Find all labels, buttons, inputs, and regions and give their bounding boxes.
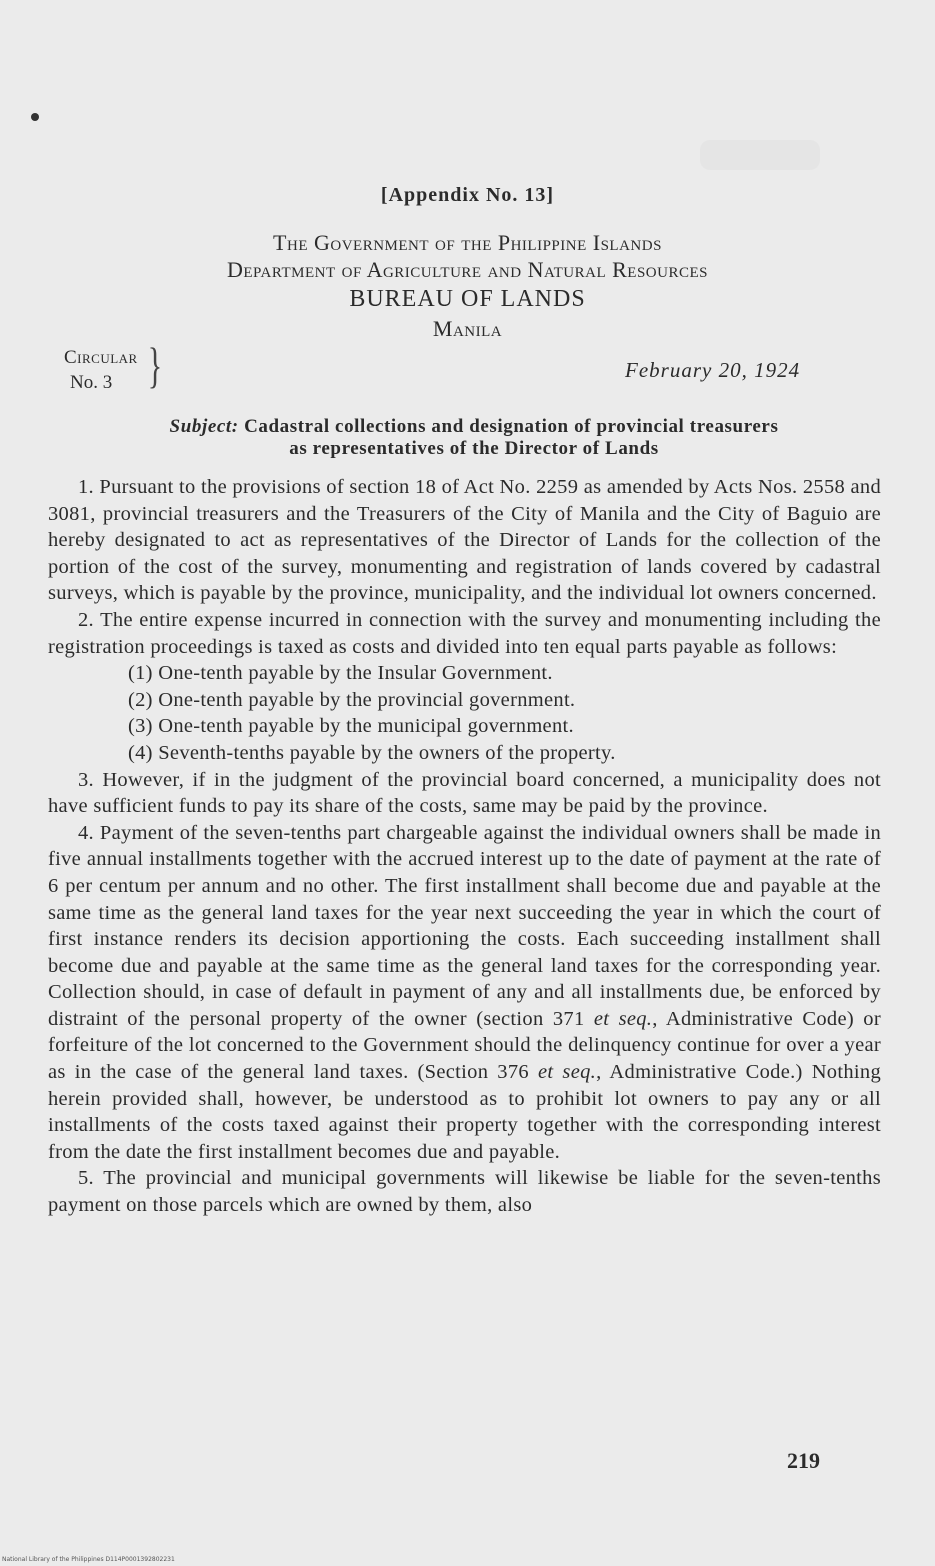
government-heading: The Government of the Philippine Islands xyxy=(273,230,662,255)
bureau-heading: BUREAU OF LANDS xyxy=(349,286,586,312)
subject-label: Subject: xyxy=(169,416,239,437)
subject-block xyxy=(64,416,884,460)
circular-body xyxy=(48,474,881,1219)
paragraph-3: 3. However, if in the judgment of the provincial board concerned, a municipality does not have sufficient funds to pay its share of the costs, same may be paid by the province. xyxy=(48,768,881,818)
appendix-heading: [Appendix No. 13] xyxy=(380,184,555,206)
brace-symbol: } xyxy=(147,337,163,393)
et-seq-2: et seq. xyxy=(538,1061,597,1084)
paragraph-1: 1. Pursuant to the provisions of section 18 of Act No. 2259 as amended by Acts Nos. 2558 and 3081, provincial treasurers and the Treasurers of the City of Manila and the City of Baguio are hereby designated to act as representatives of the Director of Lands for the collection of the portion of the cost of the survey, monumenting and registration of lands covered by cadastral surveys, which is payable by the province, municipality, and the individual lot owners concerned. xyxy=(48,476,881,605)
subject-line-1: Cadastral collections and designation of provincial treasurers xyxy=(244,416,779,437)
bleed-through-smudge xyxy=(700,140,820,170)
paragraph-4-part-a: 4. Payment of the seven-tenths part chargeable against the individual owners shall be made in five annual installments together with the accrued interest up to the date of payment at the rate of 6 per centum per annum and no other. The first installment shall become due and payable at the same time as the general land taxes for the year next succeeding the year in which the court of first instance renders its decision apportioning the costs. Each succeeding installment shall become due and payable at the same time as the general land taxes for the corresponding year. Collection should, in case of default in payment of any and all installments due, be enforced by distraint of the personal property of the owner (section 371 xyxy=(48,821,881,1030)
cost-division-list xyxy=(48,660,881,766)
department-heading: Department of Agriculture and Natural Resources xyxy=(227,257,708,282)
list-item: (1) One-tenth payable by the Insular Government. xyxy=(128,662,553,685)
paragraph-2: 2. The entire expense incurred in connection with the survey and monumenting including the registration proceedings is taxed as costs and divided into ten equal parts payable as follows: xyxy=(48,608,881,658)
circular-number: No. 3 xyxy=(70,372,113,393)
circular-block xyxy=(64,345,138,395)
paragraph-4 xyxy=(48,820,881,1166)
scan-footer: National Library of the Philippines D114P0001392802231 xyxy=(2,1556,175,1563)
paragraph-4-part-b: , Administrative Code) or forfeiture of the lot concerned to the Government should the delinquency continue for over a year as in the case of the general land taxes. (Section 376 xyxy=(48,1007,881,1084)
list-item: (2) One-tenth payable by the provincial government. xyxy=(128,688,576,711)
page-number: 219 xyxy=(787,1448,820,1473)
et-seq-1: et seq. xyxy=(593,1007,653,1030)
list-item: (3) One-tenth payable by the municipal government. xyxy=(128,715,574,738)
circular-date: February 20, 1924 xyxy=(625,358,801,382)
paragraph-5: 5. The provincial and municipal governments will likewise be liable for the seven-tenths payment on those parcels which are owned by them, also xyxy=(48,1167,881,1217)
city-heading: Manila xyxy=(432,316,503,341)
ink-speck xyxy=(31,113,39,121)
circular-label: Circular xyxy=(64,347,138,368)
subject-line-2: as representatives of the Director of Lands xyxy=(289,438,659,459)
paragraph-4-part-c: , Administrative Code.) Nothing herein provided shall, however, be understood as to prohibit lot owners to pay any or all installments of the costs taxed against their property together with the corresponding interest from the date the first installment becomes due and payable. xyxy=(48,1061,881,1163)
list-item: (4) Seventh-tenths payable by the owners of the property. xyxy=(128,741,616,764)
